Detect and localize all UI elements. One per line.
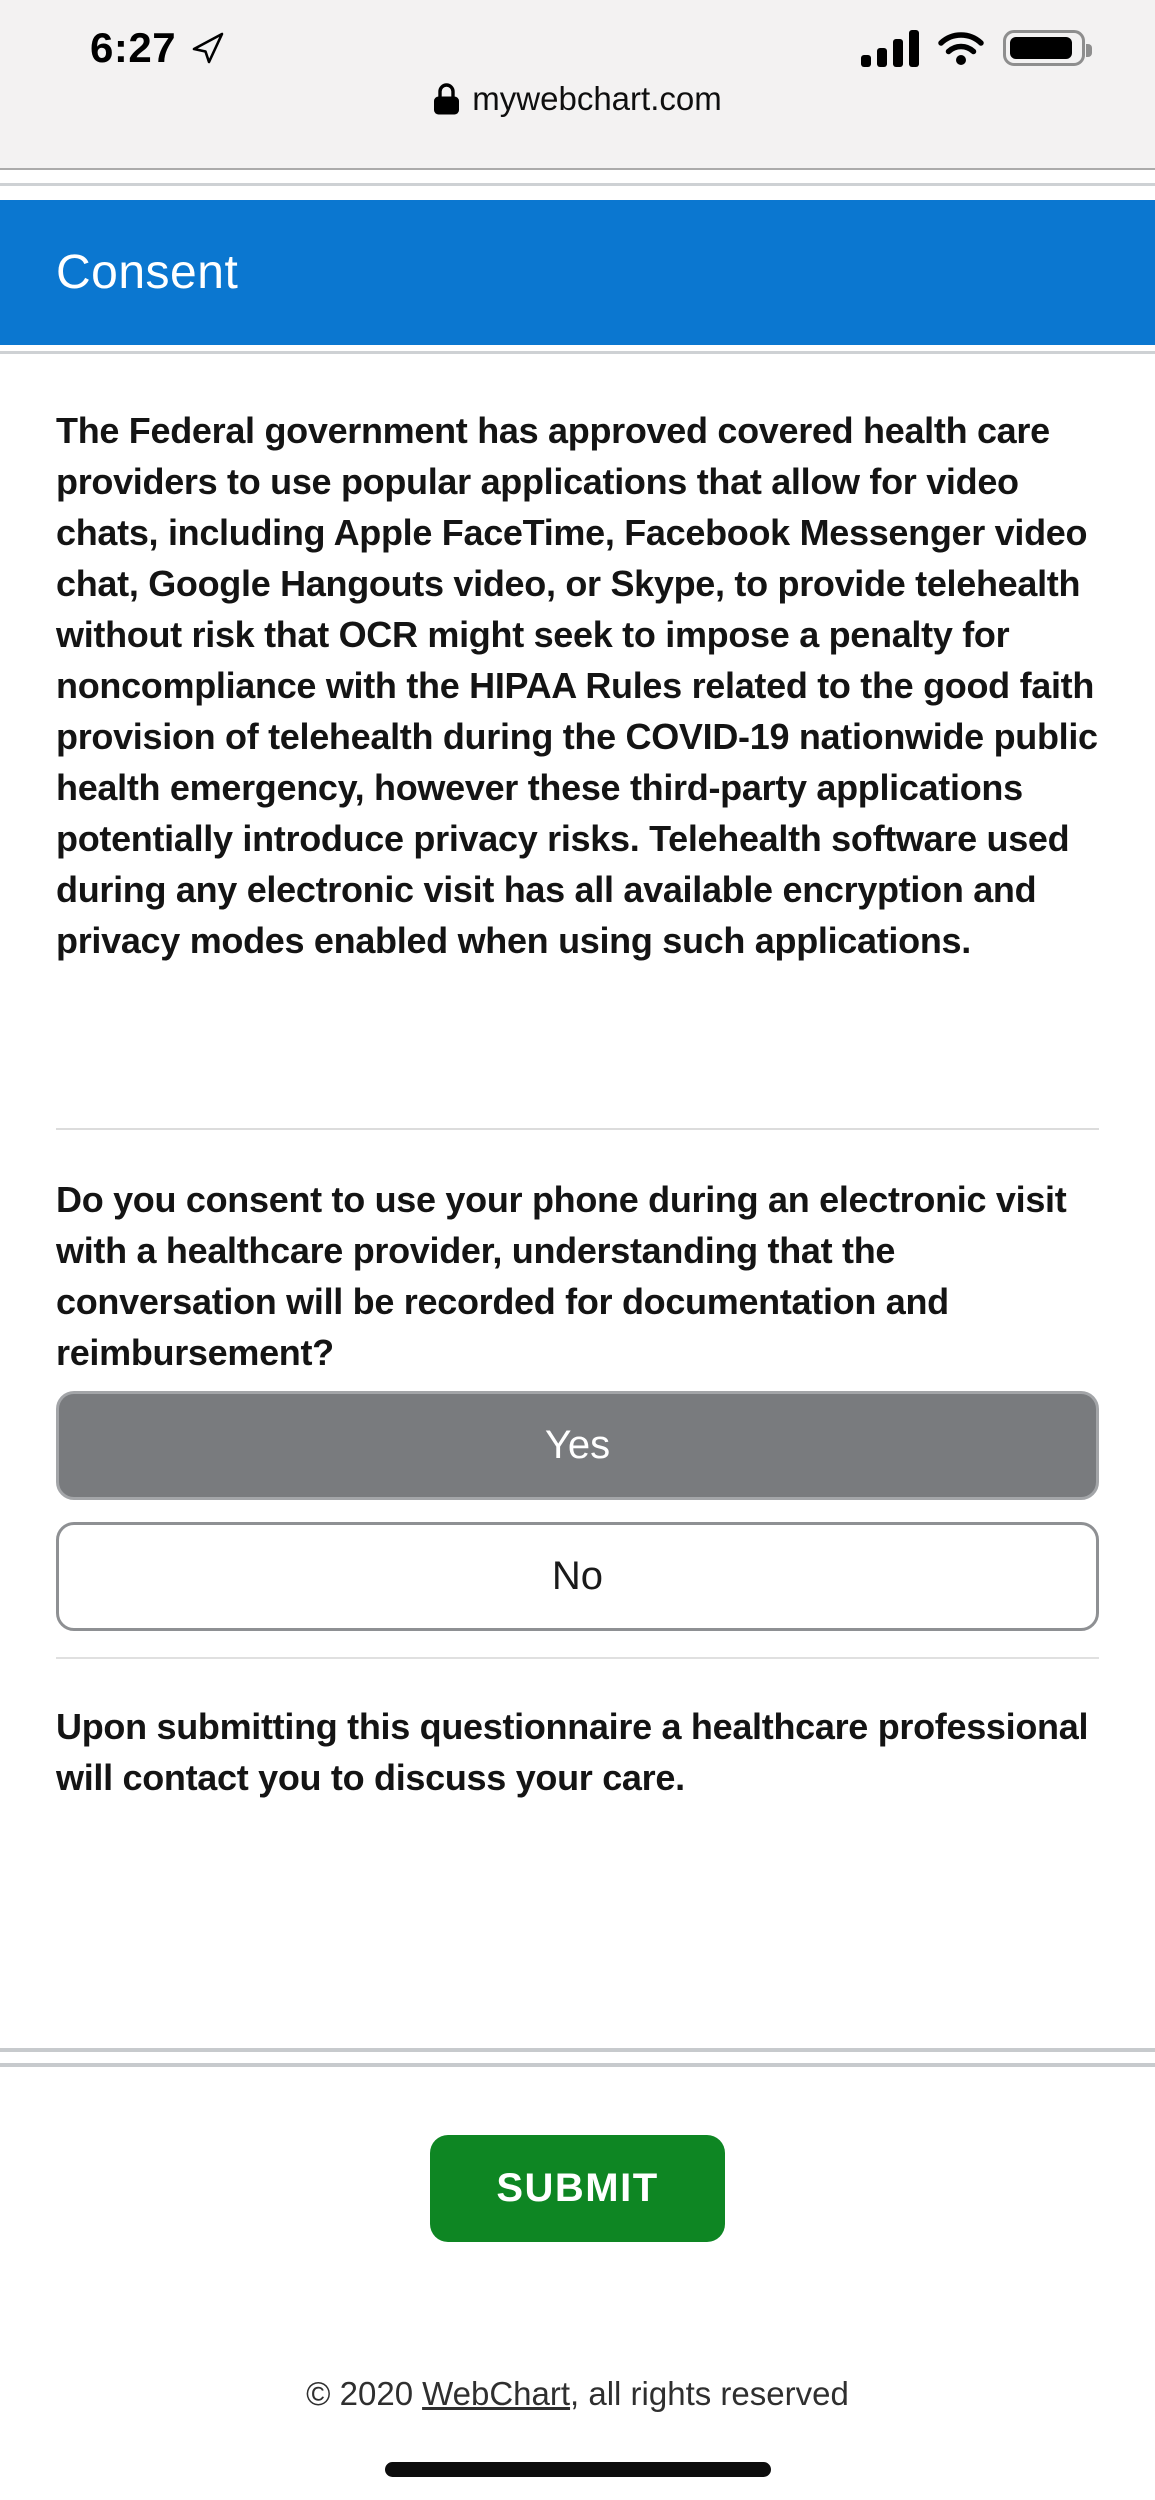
webchart-link[interactable]: WebChart — [422, 2375, 571, 2412]
page-header — [0, 200, 1155, 345]
yes-button[interactable]: Yes — [56, 1391, 1099, 1500]
divider — [56, 1657, 1099, 1659]
location-arrow-icon — [190, 30, 226, 66]
no-button[interactable]: No — [56, 1522, 1099, 1631]
copyright-suffix: , all rights reserved — [570, 2375, 849, 2412]
consent-paragraph: The Federal government has approved covered health care providers to use popular applications that allow for video chats, including Apple FaceTime, Facebook Messenger video chat, Google Hangouts video, or Skype, to provide telehealth without risk that OCR might seek to impose a penalty for noncompliance with the HIPAA Rules related to the good faith provision of telehealth during the COVID-19 nationwide public health emergency, however these third-party applications potentially introduce privacy risks. Telehealth software used during any electronic visit has all available encryption and privacy modes enabled when using such applications. — [56, 410, 1098, 961]
submit-button[interactable]: SUBMIT — [430, 2135, 725, 2242]
lock-icon — [433, 82, 460, 116]
page-title: Consent — [56, 246, 239, 299]
status-bar-area — [0, 0, 1155, 170]
consent-form — [0, 405, 1155, 1803]
copyright-text: © 2020 — [306, 2375, 414, 2412]
divider — [56, 1128, 1099, 1130]
status-row — [0, 0, 1155, 72]
cellular-signal-icon — [861, 30, 919, 67]
battery-icon — [1003, 30, 1085, 66]
divider — [0, 351, 1155, 354]
consent-question: Do you consent to use your phone during an electronic visit with a healthcare provider, understanding that the conversation will be recorded for documentation and reimbursement? — [56, 1179, 1067, 1373]
clock-time: 6:27 — [90, 24, 177, 71]
home-indicator[interactable] — [385, 2462, 771, 2477]
address-bar[interactable] — [0, 80, 1155, 118]
copyright-line — [0, 2372, 1155, 2416]
divider — [0, 183, 1155, 186]
wifi-icon — [937, 30, 985, 66]
url-text: mywebchart.com — [472, 80, 722, 117]
submission-note: Upon submitting this questionnaire a healthcare professional will contact you to discuss your care. — [56, 1706, 1089, 1798]
footer — [0, 2048, 1155, 2477]
footer-divider — [0, 2048, 1155, 2067]
